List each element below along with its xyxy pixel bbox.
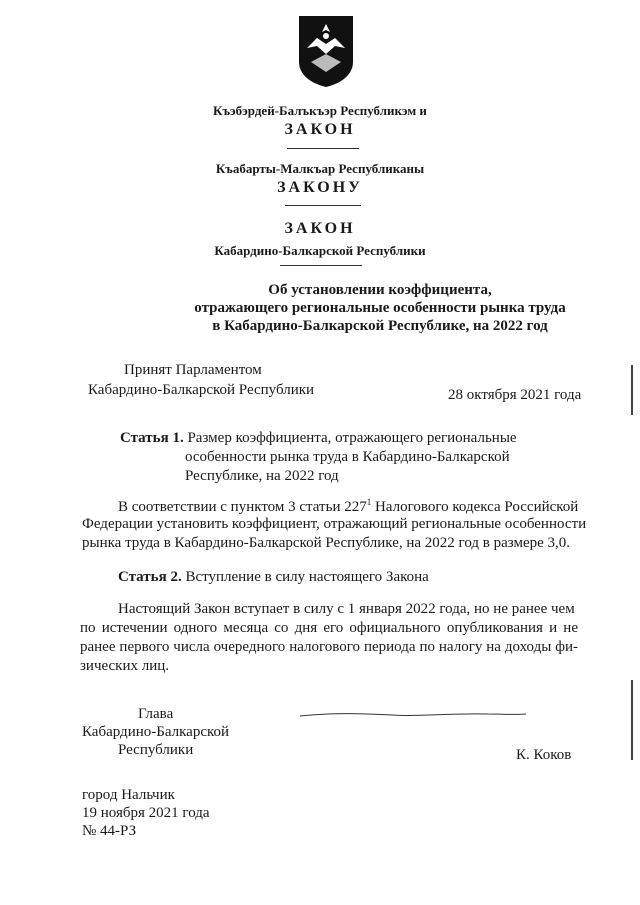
adoption-date: 28 октября 2021 года <box>448 387 582 403</box>
title-line: Об установлении коэффициента, <box>268 282 492 298</box>
russian-law-header: ЗАКОН <box>284 220 356 237</box>
scan-edge-mark <box>631 365 633 415</box>
article-heading: особенности рынка труда в Кабардино-Балкарской <box>185 449 510 465</box>
balkar-law-header: ЗАКОНУ <box>277 179 363 196</box>
document-title <box>120 281 640 335</box>
adoption-line: Принят Парламентом <box>124 362 262 378</box>
signatory-title: Республики <box>118 742 194 758</box>
article-1-paragraph: Федерации установить коэффициент, отражающий региональные особенности <box>82 516 587 532</box>
article-label: Статья 1. <box>120 430 184 446</box>
article-2-paragraph: Настоящий Закон вступает в силу с 1 января 2022 года, но не ранее чем <box>118 601 575 617</box>
article-2-paragraph: зических лиц. <box>80 658 170 674</box>
law-number: № 44-РЗ <box>82 823 137 839</box>
article-2-heading <box>118 569 429 586</box>
divider <box>287 148 359 149</box>
signatory-name: К. Коков <box>516 747 572 763</box>
balkar-republic-header: Къабарты-Малкъар Республиканы <box>215 161 425 176</box>
kabardian-republic-header: Къэбэрдей-Балъкъэр Республикэм и <box>213 103 427 118</box>
divider <box>280 265 362 266</box>
article-heading: Вступление в силу настоящего Закона <box>185 569 429 585</box>
article-2-paragraph: по истечении одного месяца со дня его официального опубликования и не <box>80 620 578 636</box>
signature-stroke <box>298 706 528 722</box>
city: город Нальчик <box>82 787 175 803</box>
divider <box>285 205 361 206</box>
russian-republic-header: Кабардино-Балкарской Республики <box>214 243 426 258</box>
article-1-paragraph: рынка труда в Кабардино-Балкарской Республике, на 2022 год в размере 3,0. <box>82 535 571 551</box>
article-2-paragraph: ранее первого числа очередного налогового периода по налогу на доходы фи- <box>80 639 578 655</box>
signing-date: 19 ноября 2021 года <box>82 805 210 821</box>
kabardian-law-header: ЗАКОН <box>284 121 356 138</box>
article-1-paragraph: В соответствии с пунктом 3 статьи $227^1$ Налогового кодекса Российской <box>118 497 579 515</box>
article-label: Статья 2. <box>118 569 182 585</box>
footnote-superscript: 1 <box>366 497 372 507</box>
title-line: отражающего региональные особенности рынка труда <box>194 300 566 316</box>
article-heading: Республике, на 2022 год <box>185 468 339 484</box>
coat-of-arms-icon <box>297 14 355 88</box>
article-heading: Размер коэффициента, отражающего региональные <box>187 430 517 446</box>
adoption-line: Кабардино-Балкарской Республики <box>88 382 315 398</box>
scan-edge-mark <box>631 680 633 760</box>
article-1-heading <box>120 430 517 447</box>
signatory-title: Глава <box>138 706 174 722</box>
title-line: в Кабардино-Балкарской Республике, на 2022 год <box>212 318 548 334</box>
signatory-title: Кабардино-Балкарской <box>82 724 230 740</box>
